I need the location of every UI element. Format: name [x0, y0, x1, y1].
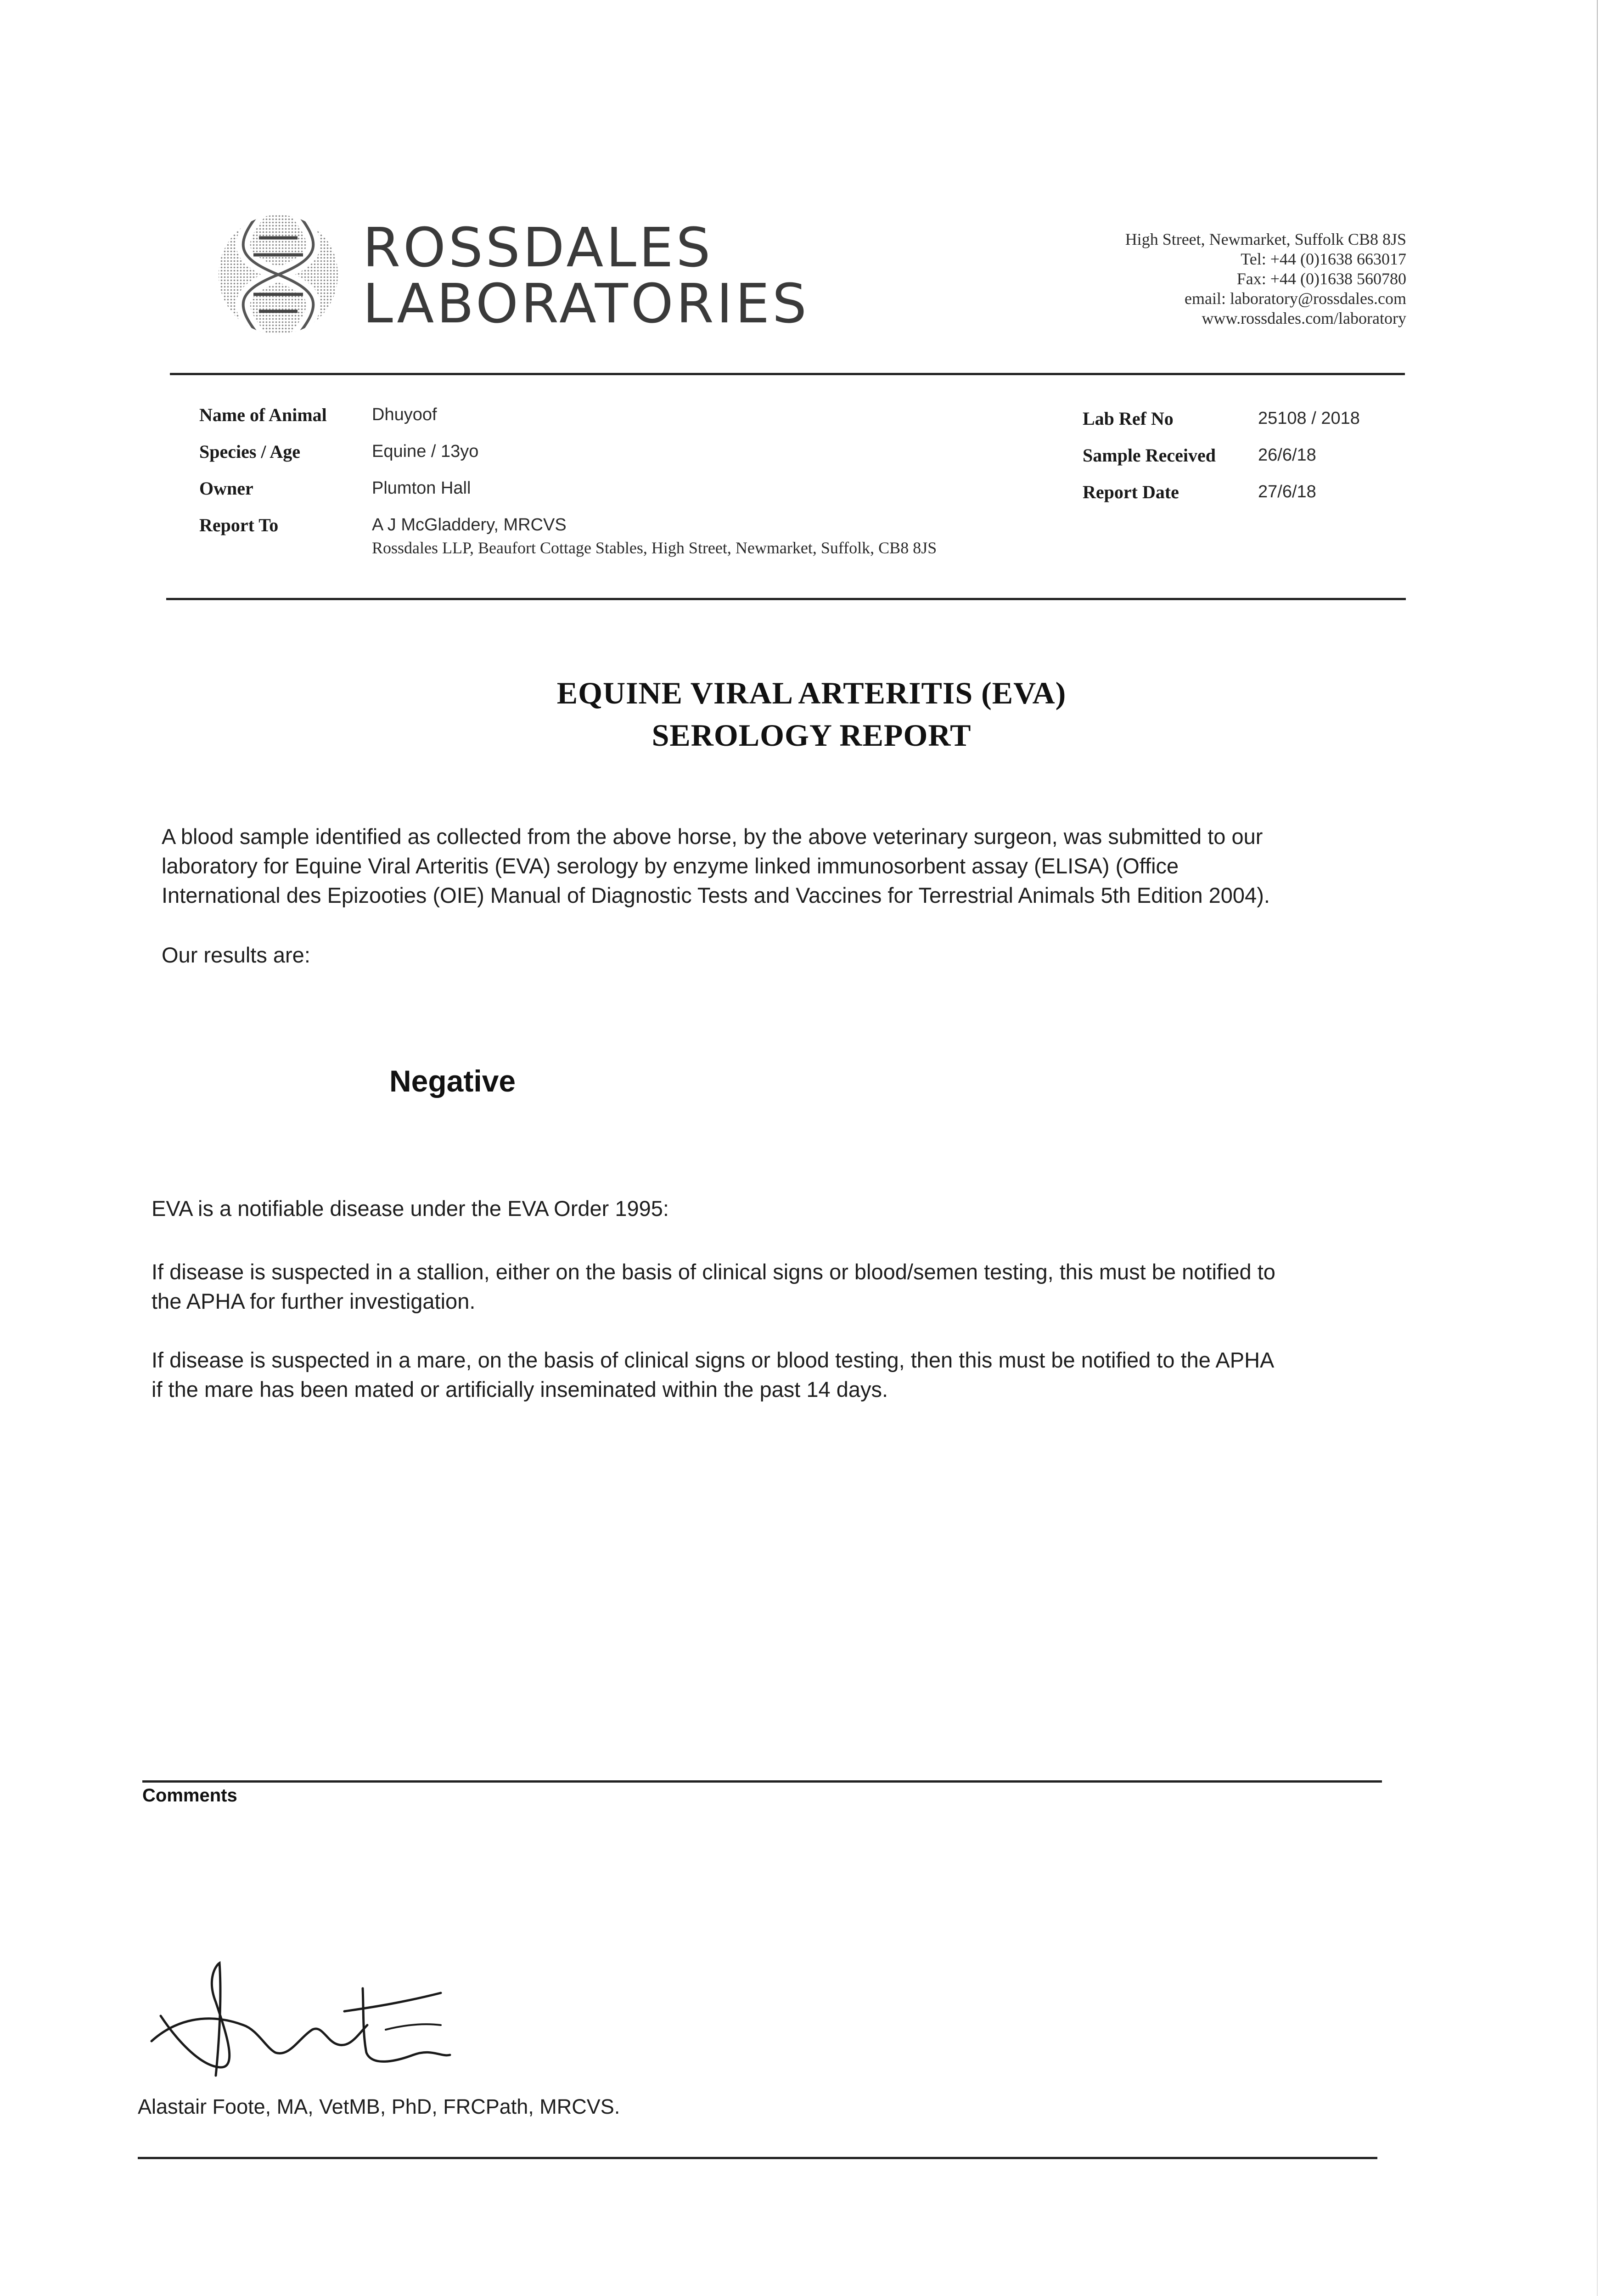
signatory-name: Alastair Foote, MA, VetMB, PhD, FRCPath, MRCVS.: [138, 2095, 620, 2118]
comments-divider: [142, 1780, 1382, 1783]
sample-received-label: Sample Received: [1083, 445, 1216, 466]
owner-value: Plumton Hall: [372, 478, 471, 498]
mare-paragraph: [152, 1345, 1274, 1404]
results-intro: Our results are:: [162, 943, 310, 967]
contact-fax: Fax: +44 (0)1638 560780: [1236, 270, 1406, 288]
brand-name-line2: LABORATORIES: [363, 272, 809, 335]
report-title-line2: SEROLOGY REPORT: [651, 718, 972, 753]
lab-ref-value: 25108 / 2018: [1258, 409, 1360, 428]
contact-email: email: laboratory@rossdales.com: [1184, 289, 1406, 308]
notifiable-statement: EVA is a notifiable disease under the EVA Order 1995:: [152, 1196, 669, 1221]
contact-tel: Tel: +44 (0)1638 663017: [1241, 250, 1406, 268]
contact-block: [947, 230, 1406, 328]
intro-line-2: laboratory for Equine Viral Arteritis (EVA) serology by enzyme linked immunosorbent assay (ELISA) (Office: [162, 854, 1179, 878]
mare-line-1: If disease is suspected in a mare, on the basis of clinical signs or blood testing, then this must be notified to the APHA: [152, 1348, 1275, 1372]
species-age-value: Equine / 13yo: [372, 442, 479, 461]
stallion-paragraph: [152, 1257, 1275, 1316]
owner-label: Owner: [199, 478, 253, 499]
intro-paragraph: [162, 822, 1270, 910]
report-date-label: Report Date: [1083, 482, 1179, 502]
report-to-name: A J McGladdery, MRCVS: [372, 515, 567, 535]
stallion-line-1: If disease is suspected in a stallion, either on the basis of clinical signs or blood/semen testing, this must be notified to: [152, 1260, 1275, 1284]
lab-ref-label: Lab Ref No: [1083, 408, 1174, 429]
handwritten-signature: [147, 1961, 477, 2080]
comments-label: Comments: [142, 1785, 237, 1806]
report-title-line1: EQUINE VIRAL ARTERITIS (EVA): [556, 675, 1067, 710]
scan-edge-line: [1597, 0, 1598, 2296]
name-of-animal-label: Name of Animal: [199, 405, 327, 425]
contact-website: www.rossdales.com/laboratory: [1202, 309, 1406, 327]
name-of-animal-value: Dhuyoof: [372, 405, 437, 424]
brand-name-line1: ROSSDALES: [363, 216, 713, 279]
stallion-line-2: the APHA for further investigation.: [152, 1289, 476, 1313]
result-value: Negative: [389, 1064, 516, 1098]
report-date-value: 27/6/18: [1258, 482, 1316, 501]
report-to-address: Rossdales LLP, Beaufort Cottage Stables, High Street, Newmarket, Suffolk, CB8 8JS: [372, 539, 937, 557]
sample-received-value: 26/6/18: [1258, 445, 1316, 465]
info-divider: [166, 598, 1406, 600]
contact-address: High Street, Newmarket, Suffolk CB8 8JS: [1125, 230, 1406, 248]
header-divider: [170, 373, 1405, 375]
report-to-label: Report To: [199, 515, 279, 535]
dna-helix-logo-icon: [217, 211, 340, 338]
footer-divider: [138, 2157, 1377, 2159]
intro-line-1: A blood sample identified as collected from the above horse, by the above veterinary surgeon, was submitted to our: [162, 824, 1263, 849]
mare-line-2: if the mare has been mated or artificially inseminated within the past 14 days.: [152, 1377, 888, 1401]
intro-line-3: International des Epizooties (OIE) Manual of Diagnostic Tests and Vaccines for Terrestrial Animals 5th Edition 2004).: [162, 883, 1270, 907]
species-age-label: Species / Age: [199, 441, 300, 462]
